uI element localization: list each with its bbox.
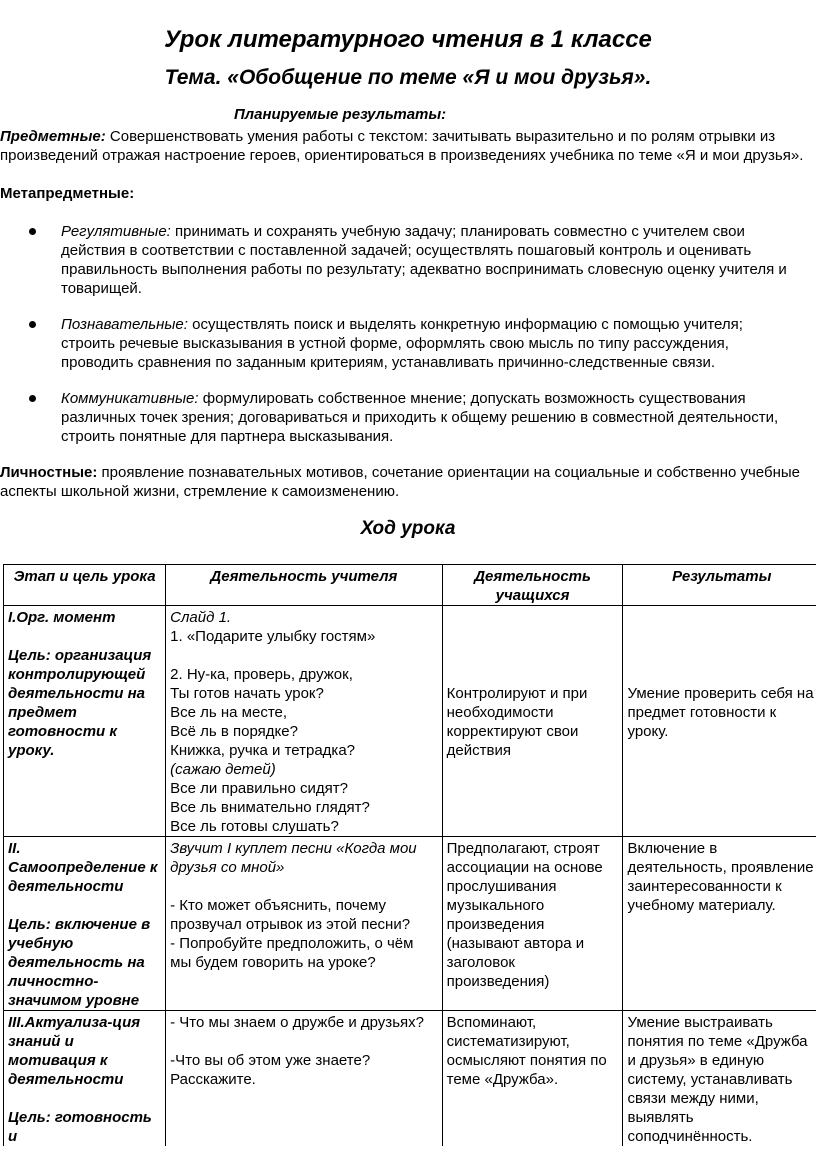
page-title: Урок литературного чтения в 1 классе xyxy=(164,26,652,53)
results-cell: Включение в деятельность, проявление заинтересованности к учебному материалу. xyxy=(623,837,816,1011)
teacher-text-tail: Все ли правильно сидят? Все ль внимательно глядят? Все ль готовы слушать? xyxy=(170,780,370,835)
teacher-note: (сажаю детей) xyxy=(170,761,276,778)
lesson-flow-heading: Ход урока xyxy=(360,518,456,539)
header-results: Результаты xyxy=(623,565,816,606)
students-cell: Вспоминают, систематизируют, осмысляют понятия по теме «Дружба». xyxy=(442,1011,623,1147)
subject-label: Предметные: xyxy=(0,128,106,145)
students-cell: Предполагают, строят ассоциации на основе прослушивания музыкального произведения (называют автора и заголовок произведения) xyxy=(442,837,623,1011)
bullet-label: Коммуникативные: xyxy=(61,390,199,407)
table-row xyxy=(4,1011,816,1147)
stage-cell: III.Актуализа-ция знаний и мотивация к деятельности Цель: готовность и xyxy=(4,1011,166,1147)
bullet-cognitive xyxy=(61,315,801,372)
table-header-row xyxy=(4,565,816,606)
song-note: Звучит I куплет песни «Когда мои друзья со мной» xyxy=(170,840,417,876)
stage-cell: I.Орг. момент Цель: организация контролирующей деятельности на предмет готовности к уроку. xyxy=(4,606,166,837)
meta-label: Метапредметные: xyxy=(0,185,135,202)
teacher-cell: - Что мы знаем о дружбе и друзьях? -Что вы об этом уже знаете? Расскажите. xyxy=(166,1011,442,1147)
bullet-dot-icon xyxy=(29,321,36,328)
bullet-dot-icon xyxy=(29,228,36,235)
personal-label: Личностные: xyxy=(0,464,98,481)
bullet-text: осуществлять поиск и выделять конкретную информацию с помощью учителя; строить речевые высказывания в устной форме, оформлять свою мысль по типу рассуждения, проводить сравнения по заданным критериям, устанавливать причинно-следственные связи. xyxy=(61,316,743,371)
header-stage: Этап и цель урока xyxy=(4,565,166,606)
header-teacher: Деятельность учителя xyxy=(166,565,442,606)
teacher-text: 1. «Подарите улыбку гостям» 2. Ну-ка, проверь, дружок, Ты готов начать урок? Все ль на месте, Всё ль в порядке? Книжка, ручка и тетрадка? xyxy=(170,628,376,759)
header-students: Деятельность учащихся xyxy=(442,565,623,606)
table-row xyxy=(4,606,816,837)
table-row xyxy=(4,837,816,1011)
bullet-regulatory xyxy=(61,222,801,298)
bullet-label: Познавательные: xyxy=(61,316,188,333)
bullet-dot-icon xyxy=(29,395,36,402)
teacher-cell xyxy=(166,837,442,1011)
bullet-text: формулировать собственное мнение; допускать возможность существования различных точек зрения; договариваться и приходить к общему решению в совместной деятельности, строить понятные для партнера высказывания. xyxy=(61,390,779,445)
slide-label: Слайд 1. xyxy=(170,609,232,626)
personal-results xyxy=(0,463,812,501)
personal-text: проявление познавательных мотивов, сочетание ориентации на социальные и собственно учебные аспекты школьной жизни, стремление к самоизменению. xyxy=(0,464,800,500)
subject-results xyxy=(0,127,812,165)
bullet-text: принимать и сохранять учебную задачу; планировать совместно с учителем свои действия в соответствии с поставленной задачей; осуществлять пошаговый контроль и оценивать правильность выполнения работы по результату; адекватно воспринимать словесную оценку учителя и товарищей. xyxy=(61,223,787,297)
students-cell: Контролируют и при необходимости корректируют свои действия xyxy=(442,606,623,837)
lesson-table xyxy=(3,564,816,1146)
stage-cell: II. Самоопределение к деятельности Цель: включение в учебную деятельность на личностно-значимом уровне xyxy=(4,837,166,1011)
bullet-communicative xyxy=(61,389,801,446)
bullet-label: Регулятивные: xyxy=(61,223,171,240)
results-cell: Умение проверить себя на предмет готовности к уроку. xyxy=(623,606,816,837)
teacher-text: - Кто может объяснить, почему прозвучал отрывок из этой песни? - Попробуйте предположить, о чём мы будем говорить на уроке? xyxy=(170,897,414,971)
subject-text: Совершенствовать умения работы с текстом: зачитывать выразительно и по ролям отрывки из произведений отражая настроение героев, ориентироваться в произведениях учебника по теме «Я и мои друзья». xyxy=(0,128,804,164)
teacher-cell xyxy=(166,606,442,837)
lesson-topic: Тема. «Обобщение по теме «Я и мои друзья». xyxy=(164,66,652,89)
results-cell: Умение выстраивать понятия по теме «Дружба и друзья» в единую систему, устанавливать связи между ними, выявлять соподчинённость. xyxy=(623,1011,816,1147)
planned-results-heading: Планируемые результаты: xyxy=(234,106,447,123)
